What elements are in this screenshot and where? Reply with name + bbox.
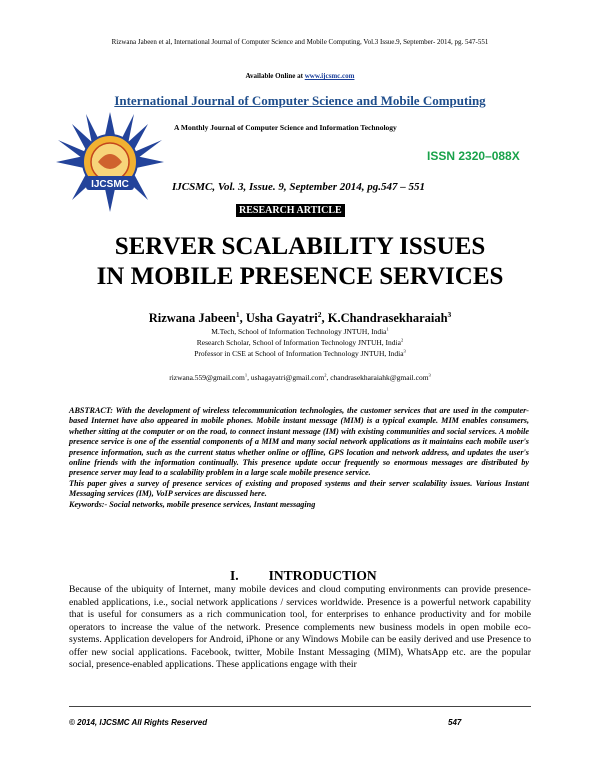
affiliation (0, 348, 600, 359)
email-link[interactable]: chandrasekharaiahk@gmail.com (330, 373, 429, 382)
journal-subtitle: A Monthly Journal of Computer Science and Information Technology (174, 123, 397, 132)
paper-title-line-1: SERVER SCALABILITY ISSUES (114, 233, 486, 260)
running-header: Rizwana Jabeen et al, International Journal of Computer Science and Mobile Computing, Vol.3 Issue.9, September- 2014, pg. 547-551 (111, 38, 489, 46)
abstract-paragraph (69, 406, 529, 479)
email-sup: 3 (428, 372, 431, 378)
section-title: INTRODUCTION (268, 568, 377, 583)
page-number: 547 (448, 718, 462, 727)
available-online (0, 72, 600, 80)
abstract-text-2: This paper gives a survey of presence services of existing and proposed systems and their server scalability issues. Various Instant Messaging services (IM), VoIP services are discussed here. (69, 478, 529, 499)
affiliation (0, 337, 600, 348)
email-link[interactable]: rizwana.559@gmail.com (169, 373, 245, 382)
footer-divider (69, 706, 531, 707)
authors: Rizwana Jabeen$^1$, Usha Gayatri$^2$, K.Chandrasekharaiah$^3$ (148, 309, 452, 325)
article-type-badge: RESEARCH ARTICLE (236, 204, 345, 217)
journal-logo (52, 110, 168, 214)
section-number: I. (230, 568, 239, 583)
author-name: Usha Gayatri (245, 311, 318, 325)
author-sup: 3 (447, 309, 452, 319)
paper-title-line-2: IN MOBILE PRESENCE SERVICES (96, 263, 504, 290)
section-heading (230, 568, 377, 584)
affiliation (0, 326, 600, 337)
affiliation-text: Research Scholar, School of Information Technology JNTUH, India (196, 338, 401, 347)
author-sup: 1 (235, 309, 240, 319)
issn: ISSN 2320–088X (427, 149, 520, 163)
journal-website-link[interactable]: www.ijcsmc.com (304, 72, 355, 80)
author-name: K.Chandrasekharaiah (327, 311, 448, 325)
logo-text: IJCSMC (91, 179, 129, 190)
email-sup: 1 (244, 372, 248, 378)
author-name: Rizwana Jabeen (148, 311, 236, 325)
affiliation-sup: 2 (400, 337, 404, 343)
footer-copyright: © 2014, IJCSMC All Rights Reserved (69, 718, 208, 727)
affiliation-sup: 1 (386, 326, 389, 332)
journal-logo-icon (52, 110, 168, 214)
author-emails: rizwana.559@gmail.com$^1$, ushagayatri@gmail.com$^2$, chandrasekharaiahk@gmail.com$^3$ (169, 372, 431, 382)
abstract-text: With the development of wireless telecommunication technologies, the customer services that are used in the computer-based Internet have also appeared in mobile phones. Mobile instant message (MIM) is a typical example. MIM enables consumers, whether sitting at the computer or on the road, to connect instant message (IM) with existing communities and social services. A mobile presence service is one of the essential components of a MIM and many social network applications as it maintains each mobile user's presence information, such as the current status whether online or offline, GPS location and network address, and updates the user's online friends with the information continually. This presence update occur frequently so enormous messages are distributed by presence server may lead to a scalability problem in a large scale mobile presence service. (69, 406, 529, 478)
abstract-label: ABSTRACT: (69, 406, 113, 415)
keywords-text: Social networks, mobile presence services, Instant messaging (107, 499, 316, 509)
available-online-prefix: Available Online at (245, 72, 305, 80)
citation: IJCSMC, Vol. 3, Issue. 9, September 2014, pg.547 – 551 (172, 181, 426, 193)
intro-paragraph: Because of the ubiquity of Internet, many mobile devices and cloud computing environments can provide presence- enabled applications, i.e., social network applications / services worldwide. Presence is a powerful network capability that is useful for consumers as a rich communication tool, for enterprises to enhance productivity and for mobile operators to increase the value of the network. Presence complements new business models in open mobile eco-systems. Application developers for Android, iPhone or any Windows Mobile can be easily derived and use Presence to offer new social applications. Facebook, twitter, Mobile Instant Messaging (MIM), WhatsApp etc. are the popular social, presence-enabled applications. These applications engage with their (69, 584, 531, 670)
journal-title: International Journal of Computer Science and Mobile Computing (114, 93, 486, 108)
email-link[interactable]: ushagayatri@gmail.com (250, 373, 325, 382)
paper-title (0, 232, 600, 292)
keywords-label: Keywords:- (69, 499, 108, 509)
affiliations (0, 326, 600, 359)
affiliation-sup: 3 (403, 348, 406, 354)
affiliation-text: M.Tech, School of Information Technology JNTUH, India (211, 327, 387, 336)
email-sup: 2 (324, 372, 327, 378)
keywords (69, 500, 529, 510)
abstract (69, 406, 529, 510)
affiliation-text: Professor in CSE at School of Information Technology JNTUH, India (194, 349, 404, 358)
author-sup: 2 (317, 309, 322, 319)
